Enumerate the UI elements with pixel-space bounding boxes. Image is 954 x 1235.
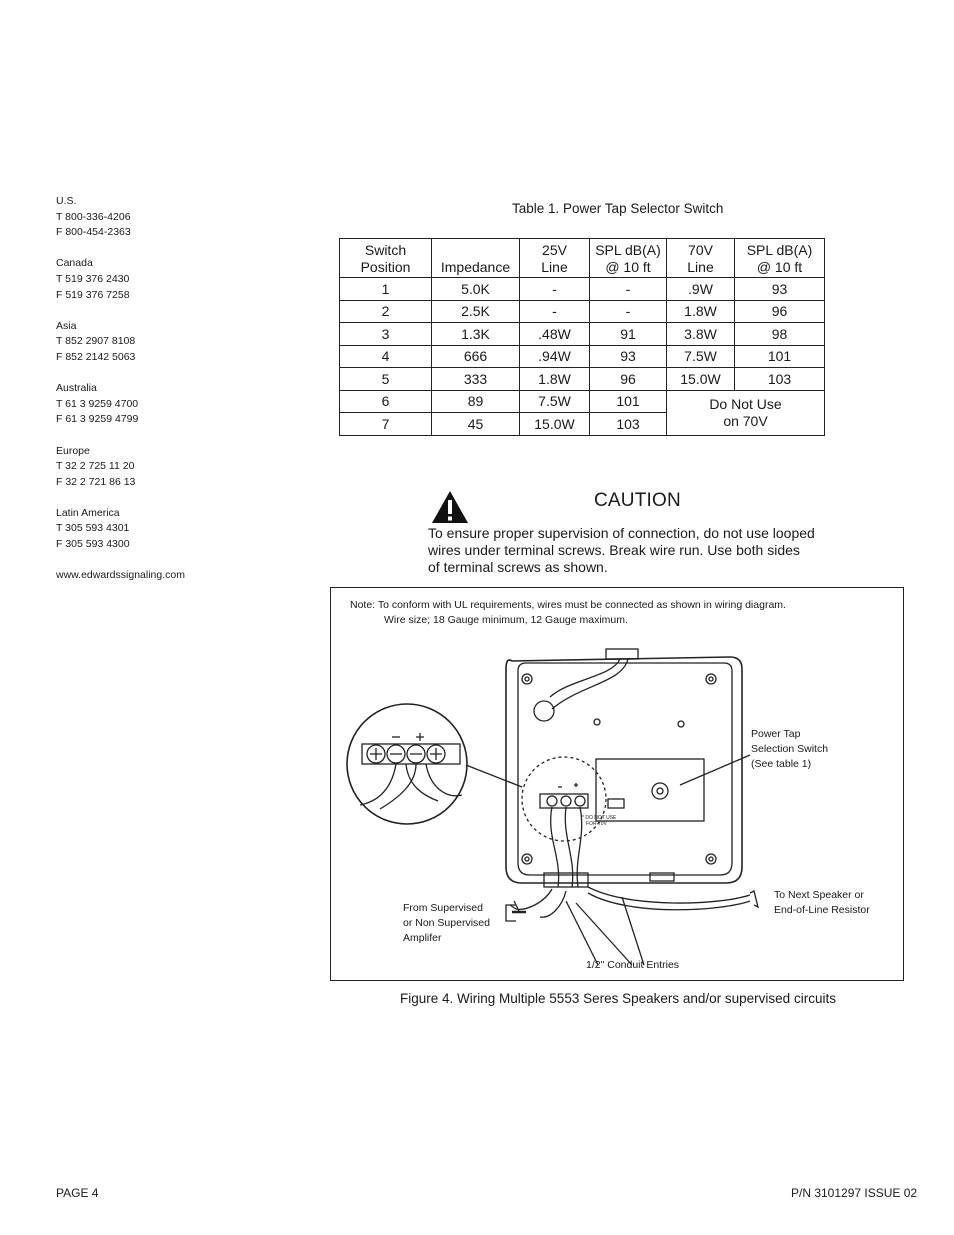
table-row <box>340 300 825 323</box>
contact-region: Europe <box>56 444 90 457</box>
contact-group-australia <box>56 381 256 428</box>
do-not-use-cell: Do Not Use on 70V <box>667 390 825 435</box>
warning-icon <box>431 490 469 524</box>
contact-phone: T 800-336-4206 <box>56 210 131 223</box>
label-next-speaker: To Next Speaker or End-of-Line Resistor <box>774 889 870 916</box>
table-cell: 7 <box>340 413 432 436</box>
contact-group-us <box>56 194 256 241</box>
contact-region: Canada <box>56 257 93 270</box>
table-cell: 93 <box>590 345 667 368</box>
table-cell: 3 <box>340 323 432 346</box>
contact-fax: F 852 2142 5063 <box>56 350 136 363</box>
table-cell: 1.8W <box>520 368 590 391</box>
table-cell: 96 <box>735 300 825 323</box>
table-cell: 1.8W <box>667 300 735 323</box>
header-switch-position: Switch Position <box>340 239 432 278</box>
contact-fax: F 519 376 7258 <box>56 288 130 301</box>
contact-fax: F 61 3 9259 4799 <box>56 413 139 426</box>
table-cell: 45 <box>432 413 520 436</box>
part-number: P/N 3101297 ISSUE 02 <box>791 1186 918 1200</box>
table-cell: .48W <box>520 323 590 346</box>
table-cell: 98 <box>735 323 825 346</box>
table-cell: 3.8W <box>667 323 735 346</box>
table-cell: 91 <box>590 323 667 346</box>
contact-phone: T 852 2907 8108 <box>56 335 136 348</box>
table-caption: Table 1. Power Tap Selector Switch <box>512 201 724 216</box>
table-row <box>340 390 825 413</box>
table-cell: .94W <box>520 345 590 368</box>
table-cell: 103 <box>590 413 667 436</box>
table-cell: 2.5K <box>432 300 520 323</box>
figure-note: Note: To conform with UL requirements, wires must be connected as shown in wiring diagram. Wire size; 18 Gauge minimum, 12 Gauge maximum. <box>350 599 786 626</box>
table-row <box>340 323 825 346</box>
do-not-use-label-1: * DO NOT USE <box>582 815 617 821</box>
header-spl-70v: SPL dB(A) @ 10 ft <box>735 239 825 278</box>
table-cell: 333 <box>432 368 520 391</box>
header-70v-line: 70V Line <box>667 239 735 278</box>
contact-fax: F 305 593 4300 <box>56 538 130 551</box>
table-cell: 1.3K <box>432 323 520 346</box>
table-cell: 15.0W <box>520 413 590 436</box>
contact-region: Australia <box>56 382 97 395</box>
table-cell: 5 <box>340 368 432 391</box>
contact-region: Latin America <box>56 506 120 519</box>
table-cell: 2 <box>340 300 432 323</box>
table-cell: - <box>520 300 590 323</box>
table-cell: 93 <box>735 278 825 301</box>
table-cell: 89 <box>432 390 520 413</box>
contact-phone: T 305 593 4301 <box>56 522 130 535</box>
table-cell: 103 <box>735 368 825 391</box>
contact-fax: F 800-454-2363 <box>56 226 131 239</box>
label-power-tap-switch: Power Tap Selection Switch (See table 1) <box>751 728 829 770</box>
table-cell: 6 <box>340 390 432 413</box>
table-cell: 7.5W <box>667 345 735 368</box>
table-cell: 1 <box>340 278 432 301</box>
table-cell: 666 <box>432 345 520 368</box>
header-impedance: Impedance <box>432 239 520 278</box>
website-link[interactable]: www.edwardssignaling.com <box>56 569 185 582</box>
table-header-row <box>340 239 825 278</box>
header-spl-25v: SPL dB(A) @ 10 ft <box>590 239 667 278</box>
table-cell: .9W <box>667 278 735 301</box>
contact-phone: T 61 3 9259 4700 <box>56 397 139 410</box>
figure-caption: Figure 4. Wiring Multiple 5553 Seres Speakers and/or supervised circuits <box>400 991 836 1006</box>
table-row <box>340 278 825 301</box>
contact-group-latin-america <box>56 506 256 553</box>
caution-title: CAUTION <box>594 490 681 511</box>
header-25v-line: 25V Line <box>520 239 590 278</box>
label-conduit-entries: 1/2" Conduit Entries <box>586 959 680 971</box>
contact-region: U.S. <box>56 195 77 207</box>
contact-region: Asia <box>56 319 77 332</box>
contact-phone: T 32 2 725 11 20 <box>56 460 135 473</box>
table-cell: 101 <box>735 345 825 368</box>
table-cell: 5.0K <box>432 278 520 301</box>
contact-group-canada <box>56 256 256 303</box>
table-cell: 96 <box>590 368 667 391</box>
contact-group-europe <box>56 444 256 491</box>
do-not-use-label-2: FOR 70V <box>586 821 607 827</box>
power-tap-table <box>339 238 825 436</box>
table-cell: 7.5W <box>520 390 590 413</box>
table-cell: 4 <box>340 345 432 368</box>
contact-phone: T 519 376 2430 <box>56 272 130 285</box>
caution-text: To ensure proper supervision of connection, do not use looped wires under terminal screws. Break wire run. Use both sides of terminal screws as shown. <box>428 525 815 575</box>
contact-list <box>56 194 256 584</box>
label-from-amplifier: From Supervised or Non Supervised Amplifer <box>403 902 490 944</box>
table-cell: - <box>590 300 667 323</box>
table-cell: 15.0W <box>667 368 735 391</box>
contact-fax: F 32 2 721 86 13 <box>56 475 136 488</box>
table-cell: - <box>520 278 590 301</box>
table-row <box>340 368 825 391</box>
page-number: PAGE 4 <box>56 1186 99 1200</box>
table-cell: 101 <box>590 390 667 413</box>
contact-group-asia <box>56 319 256 366</box>
table-row <box>340 345 825 368</box>
table-cell: - <box>590 278 667 301</box>
